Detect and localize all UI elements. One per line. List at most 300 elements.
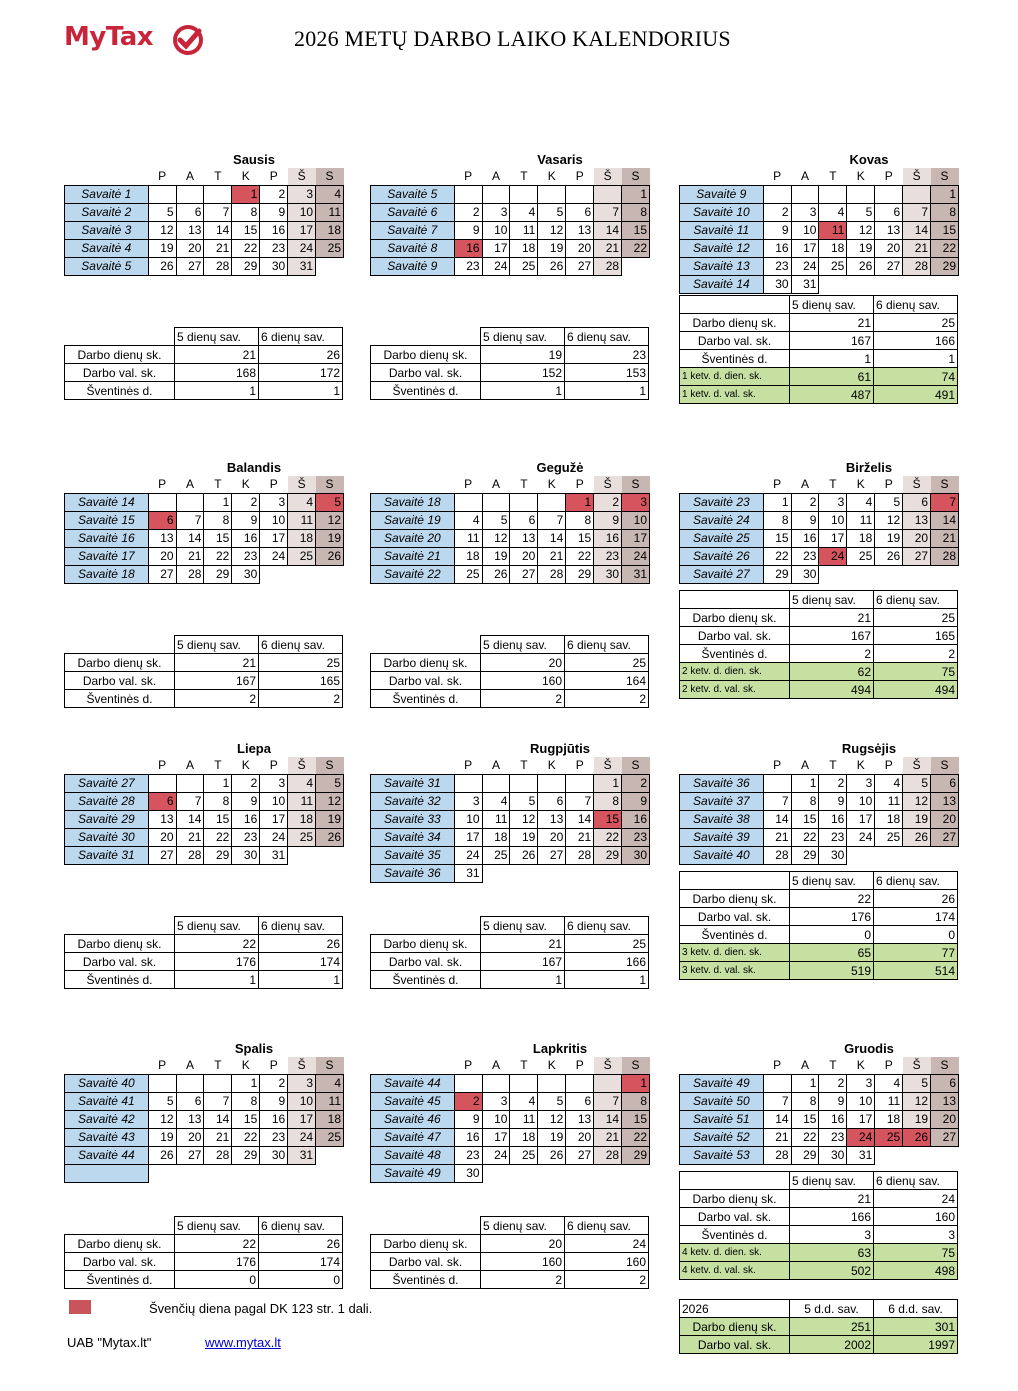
day-header: A (185, 169, 194, 184)
day-cell: 14 (763, 810, 791, 828)
day-cell: 14 (204, 1110, 232, 1128)
day-cell: 13 (538, 810, 566, 828)
day-cell: 10 (791, 221, 819, 239)
quarter-value: 502 (790, 1262, 874, 1280)
header-spacer (680, 476, 764, 493)
day-cell: 11 (288, 792, 316, 810)
summary-header: 6 dienų sav. (874, 296, 958, 314)
day-cell: 24 (847, 828, 875, 846)
summary-row-label: Darbo dienų sk. (680, 314, 790, 332)
day-cell: 15 (204, 529, 232, 547)
day-header: Š (594, 757, 622, 774)
day-cell: 30 (791, 565, 819, 583)
summary-header-spacer (371, 917, 481, 935)
day-cell: 31 (847, 1146, 875, 1164)
summary-header: 5 dienų sav. (481, 1217, 565, 1235)
empty-cell (148, 493, 176, 511)
empty-cell (875, 275, 903, 293)
empty-cell (148, 1164, 176, 1182)
week-row (680, 257, 959, 275)
day-header: K (241, 1058, 250, 1073)
day-header: T (829, 169, 837, 184)
day-cell: 22 (763, 547, 791, 565)
summary-value: 2 (481, 1271, 565, 1289)
day-cell: 8 (594, 792, 622, 810)
day-cell: 27 (875, 257, 903, 275)
day-cell: 23 (232, 828, 260, 846)
month-4 (370, 459, 650, 584)
day-cell: 23 (454, 257, 482, 275)
summary-row-label: Darbo val. sk. (65, 1253, 175, 1271)
week-label: Savaitė 15 (65, 511, 149, 529)
summary-value: 3 (790, 1226, 874, 1244)
week-row (371, 239, 650, 257)
day-cell: 6 (538, 792, 566, 810)
month-grid (64, 757, 344, 865)
day-cell: 4 (819, 203, 847, 221)
day-header: T (214, 758, 222, 773)
day-header: Š (288, 757, 316, 774)
quarter-row-label: 1 ketv. d. dien. sk. (680, 368, 790, 386)
day-cell: 15 (931, 221, 959, 239)
day-cell: 23 (232, 547, 260, 565)
day-cell: 9 (454, 1110, 482, 1128)
day-cell: 19 (538, 239, 566, 257)
day-cell: 14 (931, 511, 959, 529)
day-cell: 21 (204, 1128, 232, 1146)
summary-header: 5 dienų sav. (790, 1172, 874, 1190)
month-summary (679, 295, 958, 404)
holiday-legend-swatch (69, 1300, 91, 1314)
day-cell: 24 (260, 828, 288, 846)
day-cell: 7 (566, 792, 594, 810)
month-3 (64, 459, 344, 584)
day-cell: 4 (847, 493, 875, 511)
day-cell: 29 (594, 846, 622, 864)
summary-row-label: Šventinės d. (680, 350, 790, 368)
quarter-row-label: 2 ketv. d. dien. sk. (680, 663, 790, 681)
day-cell: 24 (454, 846, 482, 864)
week-label: Savaitė 41 (65, 1092, 149, 1110)
summary-value: 167 (790, 627, 874, 645)
empty-cell (260, 1164, 288, 1182)
week-row (65, 1092, 344, 1110)
week-row (371, 1164, 650, 1182)
day-cell: 7 (538, 511, 566, 529)
day-cell: 23 (819, 1128, 847, 1146)
quarter-value: 65 (790, 944, 874, 962)
week-label: Savaitė 48 (371, 1146, 455, 1164)
day-cell: 17 (288, 221, 316, 239)
day-header: S (931, 476, 959, 493)
day-header: P (464, 477, 473, 492)
day-header: P (269, 169, 278, 184)
summary-value: 21 (790, 609, 874, 627)
day-cell: 3 (288, 1074, 316, 1092)
month-name: Kovas (849, 152, 889, 167)
header-spacer (680, 1057, 764, 1074)
week-row (65, 547, 344, 565)
day-cell: 23 (791, 547, 819, 565)
day-cell: 14 (594, 1110, 622, 1128)
day-cell: 15 (763, 529, 791, 547)
empty-cell (819, 565, 847, 583)
summary-value: 1 (481, 971, 565, 989)
day-cell: 27 (903, 547, 931, 565)
day-header: P (464, 169, 473, 184)
empty-cell (594, 1074, 622, 1092)
summary-row-label: Darbo dienų sk. (371, 935, 481, 953)
day-header: K (856, 758, 865, 773)
mytax-logo (64, 20, 214, 60)
day-header: Š (594, 1057, 622, 1074)
year-value: 251 (790, 1318, 874, 1336)
week-row (65, 1146, 344, 1164)
day-cell: 6 (510, 511, 538, 529)
week-label: Savaitė 47 (371, 1128, 455, 1146)
day-cell: 9 (260, 1092, 288, 1110)
summary-value: 25 (565, 654, 649, 672)
summary-value: 1 (175, 971, 259, 989)
year-row-label: Darbo dienų sk. (680, 1318, 790, 1336)
day-header: T (829, 1058, 837, 1073)
week-row (371, 774, 650, 792)
month-name: Rugpjūtis (530, 741, 590, 756)
empty-cell (510, 1164, 538, 1182)
summary-value: 176 (790, 908, 874, 926)
day-header: T (829, 758, 837, 773)
day-header: A (491, 758, 500, 773)
summary-row-label: Darbo val. sk. (65, 672, 175, 690)
month-summary (64, 327, 343, 400)
summary-row-label: Darbo dienų sk. (680, 890, 790, 908)
week-row (371, 864, 650, 882)
day-cell: 12 (316, 792, 344, 810)
day-header: P (884, 169, 893, 184)
day-cell: 22 (791, 828, 819, 846)
day-cell: 29 (232, 257, 260, 275)
day-cell: 7 (176, 511, 204, 529)
empty-cell (176, 1164, 204, 1182)
day-cell: 19 (148, 1128, 176, 1146)
day-cell: 9 (232, 792, 260, 810)
day-cell: 24 (482, 257, 510, 275)
empty-cell (847, 846, 875, 864)
summary-value: 22 (790, 890, 874, 908)
day-header: P (269, 1058, 278, 1073)
day-cell: 22 (566, 547, 594, 565)
day-header: Š (288, 168, 316, 185)
summary-header-spacer (65, 328, 175, 346)
day-cell: 25 (875, 1128, 903, 1146)
day-header: K (856, 477, 865, 492)
day-header: T (520, 1058, 528, 1073)
day-cell: 13 (566, 1110, 594, 1128)
summary-value: 23 (565, 346, 649, 364)
day-cell: 11 (482, 810, 510, 828)
empty-cell (510, 185, 538, 203)
month-name: Gegužė (536, 460, 584, 475)
summary-header: 6 dienų sav. (259, 636, 343, 654)
day-cell: 1 (204, 774, 232, 792)
day-header: P (269, 477, 278, 492)
header-spacer (65, 757, 149, 774)
quarter-value: 77 (874, 944, 958, 962)
week-row (65, 1128, 344, 1146)
empty-cell (819, 185, 847, 203)
day-header: Š (903, 1057, 931, 1074)
day-cell: 10 (454, 810, 482, 828)
week-label: Savaitė 10 (680, 203, 764, 221)
quarter-value: 494 (790, 681, 874, 699)
empty-cell (819, 275, 847, 293)
day-cell: 8 (622, 1092, 650, 1110)
summary-value: 0 (175, 1271, 259, 1289)
week-row (680, 547, 959, 565)
day-header: P (158, 477, 167, 492)
summary-value: 2 (874, 645, 958, 663)
empty-cell (875, 565, 903, 583)
summary-header: 6 dienų sav. (874, 872, 958, 890)
day-cell: 30 (260, 257, 288, 275)
quarter-value: 74 (874, 368, 958, 386)
day-cell: 4 (875, 774, 903, 792)
day-cell: 9 (454, 221, 482, 239)
day-header: T (214, 169, 222, 184)
day-cell: 17 (847, 1110, 875, 1128)
summary-value: 1 (259, 971, 343, 989)
day-cell: 24 (288, 1128, 316, 1146)
summary-row-label: Šventinės d. (65, 971, 175, 989)
day-header: Š (594, 476, 622, 493)
week-row (680, 810, 959, 828)
day-cell: 31 (454, 864, 482, 882)
empty-cell (791, 185, 819, 203)
day-cell: 14 (176, 810, 204, 828)
day-cell: 29 (204, 846, 232, 864)
quarter-value: 63 (790, 1244, 874, 1262)
day-cell: 30 (454, 1164, 482, 1182)
day-cell: 4 (288, 774, 316, 792)
week-row (680, 529, 959, 547)
week-label: Savaitė 5 (65, 257, 149, 275)
day-cell: 25 (288, 828, 316, 846)
week-row (680, 774, 959, 792)
day-cell: 17 (622, 529, 650, 547)
day-header: T (520, 169, 528, 184)
day-cell: 18 (316, 221, 344, 239)
day-cell: 24 (791, 257, 819, 275)
day-cell: 28 (594, 1146, 622, 1164)
month-10 (370, 1040, 650, 1183)
day-cell: 15 (232, 1110, 260, 1128)
summary-value: 166 (874, 332, 958, 350)
week-row (65, 529, 344, 547)
day-cell: 12 (482, 529, 510, 547)
week-row (680, 203, 959, 221)
empty-cell (482, 1074, 510, 1092)
day-cell: 25 (316, 239, 344, 257)
day-cell: 22 (204, 828, 232, 846)
day-cell: 22 (232, 1128, 260, 1146)
day-cell: 20 (875, 239, 903, 257)
empty-cell (538, 864, 566, 882)
summary-row-label: Darbo dienų sk. (65, 1235, 175, 1253)
summary-value: 164 (565, 672, 649, 690)
quarter-value: 491 (874, 386, 958, 404)
day-cell: 13 (903, 511, 931, 529)
day-cell: 15 (594, 810, 622, 828)
week-row (65, 565, 344, 583)
day-cell: 18 (819, 239, 847, 257)
month-grid (370, 757, 650, 883)
day-cell: 18 (454, 547, 482, 565)
day-cell: 15 (204, 810, 232, 828)
summary-value: 1 (175, 382, 259, 400)
day-cell: 28 (204, 1146, 232, 1164)
day-header: P (158, 1058, 167, 1073)
day-cell: 14 (176, 529, 204, 547)
day-cell: 26 (903, 1128, 931, 1146)
day-cell: 16 (232, 810, 260, 828)
month-name: Sausis (233, 152, 275, 167)
day-cell: 20 (510, 547, 538, 565)
day-cell: 26 (875, 547, 903, 565)
summary-value: 0 (259, 1271, 343, 1289)
day-cell: 9 (232, 511, 260, 529)
empty-cell (903, 1146, 931, 1164)
day-cell: 11 (875, 792, 903, 810)
company-name: UAB "Mytax.lt" (67, 1335, 152, 1350)
day-header: S (316, 757, 344, 774)
month-9 (64, 1040, 344, 1183)
week-label: Savaitė 22 (371, 565, 455, 583)
week-label: Savaitė 26 (680, 547, 764, 565)
day-header: Š (903, 476, 931, 493)
week-row (65, 810, 344, 828)
day-header: P (884, 758, 893, 773)
week-row (371, 221, 650, 239)
summary-row-label: Darbo dienų sk. (371, 346, 481, 364)
day-cell: 18 (510, 239, 538, 257)
summary-row-label: Darbo val. sk. (680, 908, 790, 926)
day-cell: 27 (510, 565, 538, 583)
summary-value: 25 (874, 314, 958, 332)
day-cell: 14 (903, 221, 931, 239)
day-cell: 12 (875, 511, 903, 529)
day-cell: 6 (176, 1092, 204, 1110)
week-row (371, 565, 650, 583)
week-row (65, 1074, 344, 1092)
day-cell: 20 (176, 1128, 204, 1146)
day-cell: 16 (819, 1110, 847, 1128)
day-cell: 16 (594, 529, 622, 547)
day-header: P (575, 758, 584, 773)
week-row (680, 1074, 959, 1092)
day-cell: 19 (847, 239, 875, 257)
week-row (680, 828, 959, 846)
day-cell: 26 (316, 547, 344, 565)
empty-cell (260, 565, 288, 583)
day-cell: 2 (260, 185, 288, 203)
day-cell: 5 (510, 792, 538, 810)
empty-cell (763, 185, 791, 203)
summary-value: 24 (565, 1235, 649, 1253)
day-cell: 7 (594, 1092, 622, 1110)
week-row (680, 493, 959, 511)
day-cell: 7 (594, 203, 622, 221)
day-cell: 3 (482, 203, 510, 221)
week-row (371, 511, 650, 529)
summary-value: 168 (175, 364, 259, 382)
empty-cell (538, 185, 566, 203)
week-label: Savaitė 13 (680, 257, 764, 275)
week-row (65, 185, 344, 203)
day-cell: 23 (260, 239, 288, 257)
day-cell: 16 (622, 810, 650, 828)
year-header-5d: 5 d.d. sav. (790, 1300, 874, 1318)
quarter-value: 61 (790, 368, 874, 386)
month-grid (679, 1057, 959, 1165)
day-cell: 26 (538, 257, 566, 275)
day-cell: 19 (316, 529, 344, 547)
empty-cell (594, 864, 622, 882)
summary-row-label: Darbo val. sk. (680, 332, 790, 350)
day-cell: 3 (847, 774, 875, 792)
day-cell: 22 (232, 239, 260, 257)
day-header: K (547, 1058, 556, 1073)
day-cell: 4 (482, 792, 510, 810)
day-cell: 15 (622, 221, 650, 239)
year-value: 2002 (790, 1336, 874, 1354)
day-cell: 5 (903, 774, 931, 792)
day-cell: 4 (875, 1074, 903, 1092)
day-cell: 29 (232, 1146, 260, 1164)
website-link[interactable]: www.mytax.lt (205, 1335, 281, 1350)
day-cell: 30 (819, 846, 847, 864)
week-label: Savaitė 37 (680, 792, 764, 810)
day-cell: 6 (931, 774, 959, 792)
week-label: Savaitė 23 (680, 493, 764, 511)
summary-header: 6 dienų sav. (565, 636, 649, 654)
day-cell: 8 (204, 792, 232, 810)
month-grid (679, 757, 959, 865)
day-header: A (185, 477, 194, 492)
day-cell: 11 (819, 221, 847, 239)
week-row (371, 493, 650, 511)
summary-value: 1 (565, 382, 649, 400)
day-cell: 6 (176, 203, 204, 221)
day-header: P (575, 477, 584, 492)
day-cell: 1 (594, 774, 622, 792)
day-header: S (316, 1057, 344, 1074)
day-cell: 5 (538, 203, 566, 221)
summary-header: 5 dienų sav. (790, 296, 874, 314)
summary-value: 21 (175, 346, 259, 364)
quarter-value: 494 (874, 681, 958, 699)
summary-header-spacer (680, 872, 790, 890)
day-cell: 11 (454, 529, 482, 547)
year-value: 301 (874, 1318, 958, 1336)
day-header: A (800, 758, 809, 773)
year-row-label: Darbo val. sk. (680, 1336, 790, 1354)
summary-value: 24 (874, 1190, 958, 1208)
day-cell: 1 (763, 493, 791, 511)
day-cell: 20 (903, 529, 931, 547)
week-label: Savaitė 35 (371, 846, 455, 864)
week-row (65, 493, 344, 511)
month-summary (679, 590, 958, 699)
